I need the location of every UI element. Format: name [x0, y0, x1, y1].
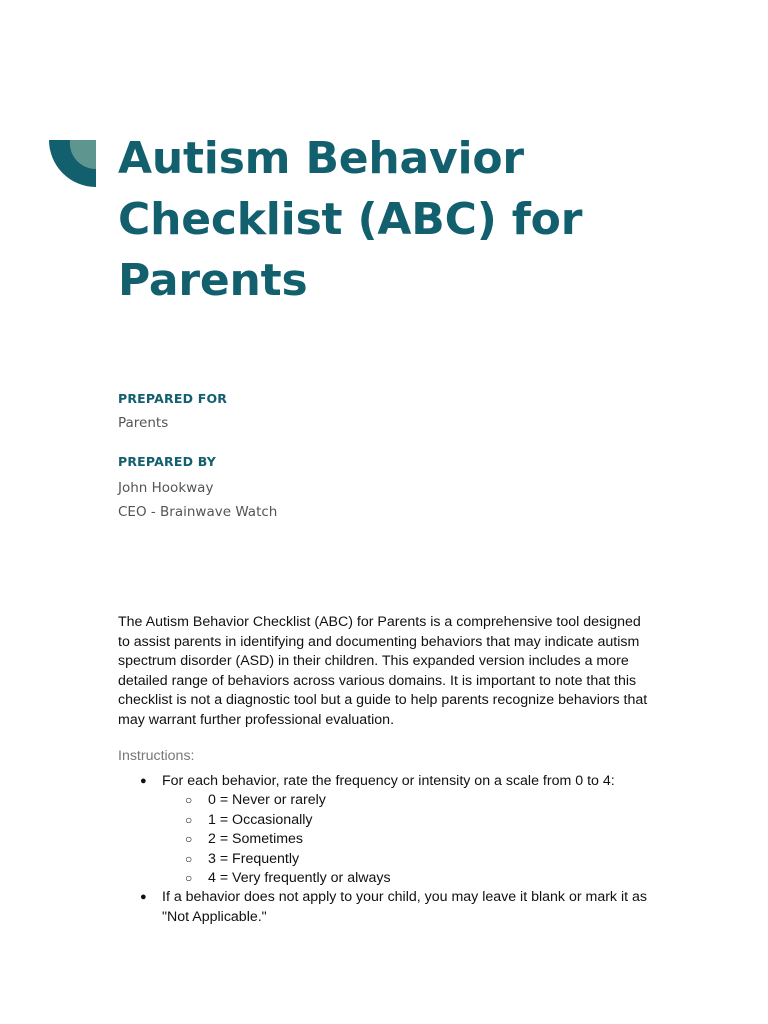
sub-list-item	[0, 811, 768, 830]
prepared-by-label: PREPARED BY	[118, 454, 217, 469]
list-item-text: If a behavior does not apply to your child, you may leave it blank or mark it as "Not Applicable."	[162, 889, 647, 925]
prepared-by-role: CEO - Brainwave Watch	[118, 504, 278, 520]
sub-bullet-icon: ○	[185, 812, 193, 827]
prepared-for-value: Parents	[118, 415, 169, 431]
bullet-icon: ●	[140, 891, 147, 904]
sub-list-item	[0, 830, 768, 849]
prepared-by-name: John Hookway	[118, 480, 214, 496]
instructions-list	[0, 772, 768, 927]
sub-list-item	[0, 850, 768, 869]
sub-list-item	[0, 869, 768, 888]
bullet-icon: ●	[140, 775, 147, 787]
intro-paragraph: The Autism Behavior Checklist (ABC) for Parents is a comprehensive tool designed to assist parents in identifying and documenting behaviors that may indicate autism spectrum disorder (ASD) in their children. This expanded version includes a more detailed range of behaviors across various domains. It is important to note that this checklist is not a diagnostic tool but a guide to help parents recognize behaviors that may warrant further professional evaluation.	[118, 614, 648, 728]
sub-list-item-text: 1 = Occasionally	[208, 811, 313, 828]
list-item	[0, 888, 648, 927]
sub-bullet-icon: ○	[185, 871, 193, 886]
document-title: Autism Behavior Checklist (ABC) for Parents	[118, 133, 583, 306]
sub-bullet-icon: ○	[185, 793, 193, 808]
sub-bullet-icon: ○	[185, 832, 193, 847]
sub-list-item-text: 3 = Frequently	[208, 850, 300, 867]
sub-list-item-text: 4 = Very frequently or always	[208, 870, 391, 887]
sub-list-item	[0, 791, 768, 810]
prepared-for-label: PREPARED FOR	[118, 391, 228, 406]
instructions-heading: Instructions:	[118, 748, 195, 764]
sub-bullet-icon: ○	[185, 851, 193, 866]
quarter-circle-logo-icon	[49, 140, 96, 187]
list-item-text: For each behavior, rate the frequency or intensity on a scale from 0 to 4:	[162, 773, 615, 789]
sub-list-item-text: 0 = Never or rarely	[208, 792, 326, 809]
list-item	[0, 772, 648, 791]
sub-list-item-text: 2 = Sometimes	[208, 831, 304, 848]
